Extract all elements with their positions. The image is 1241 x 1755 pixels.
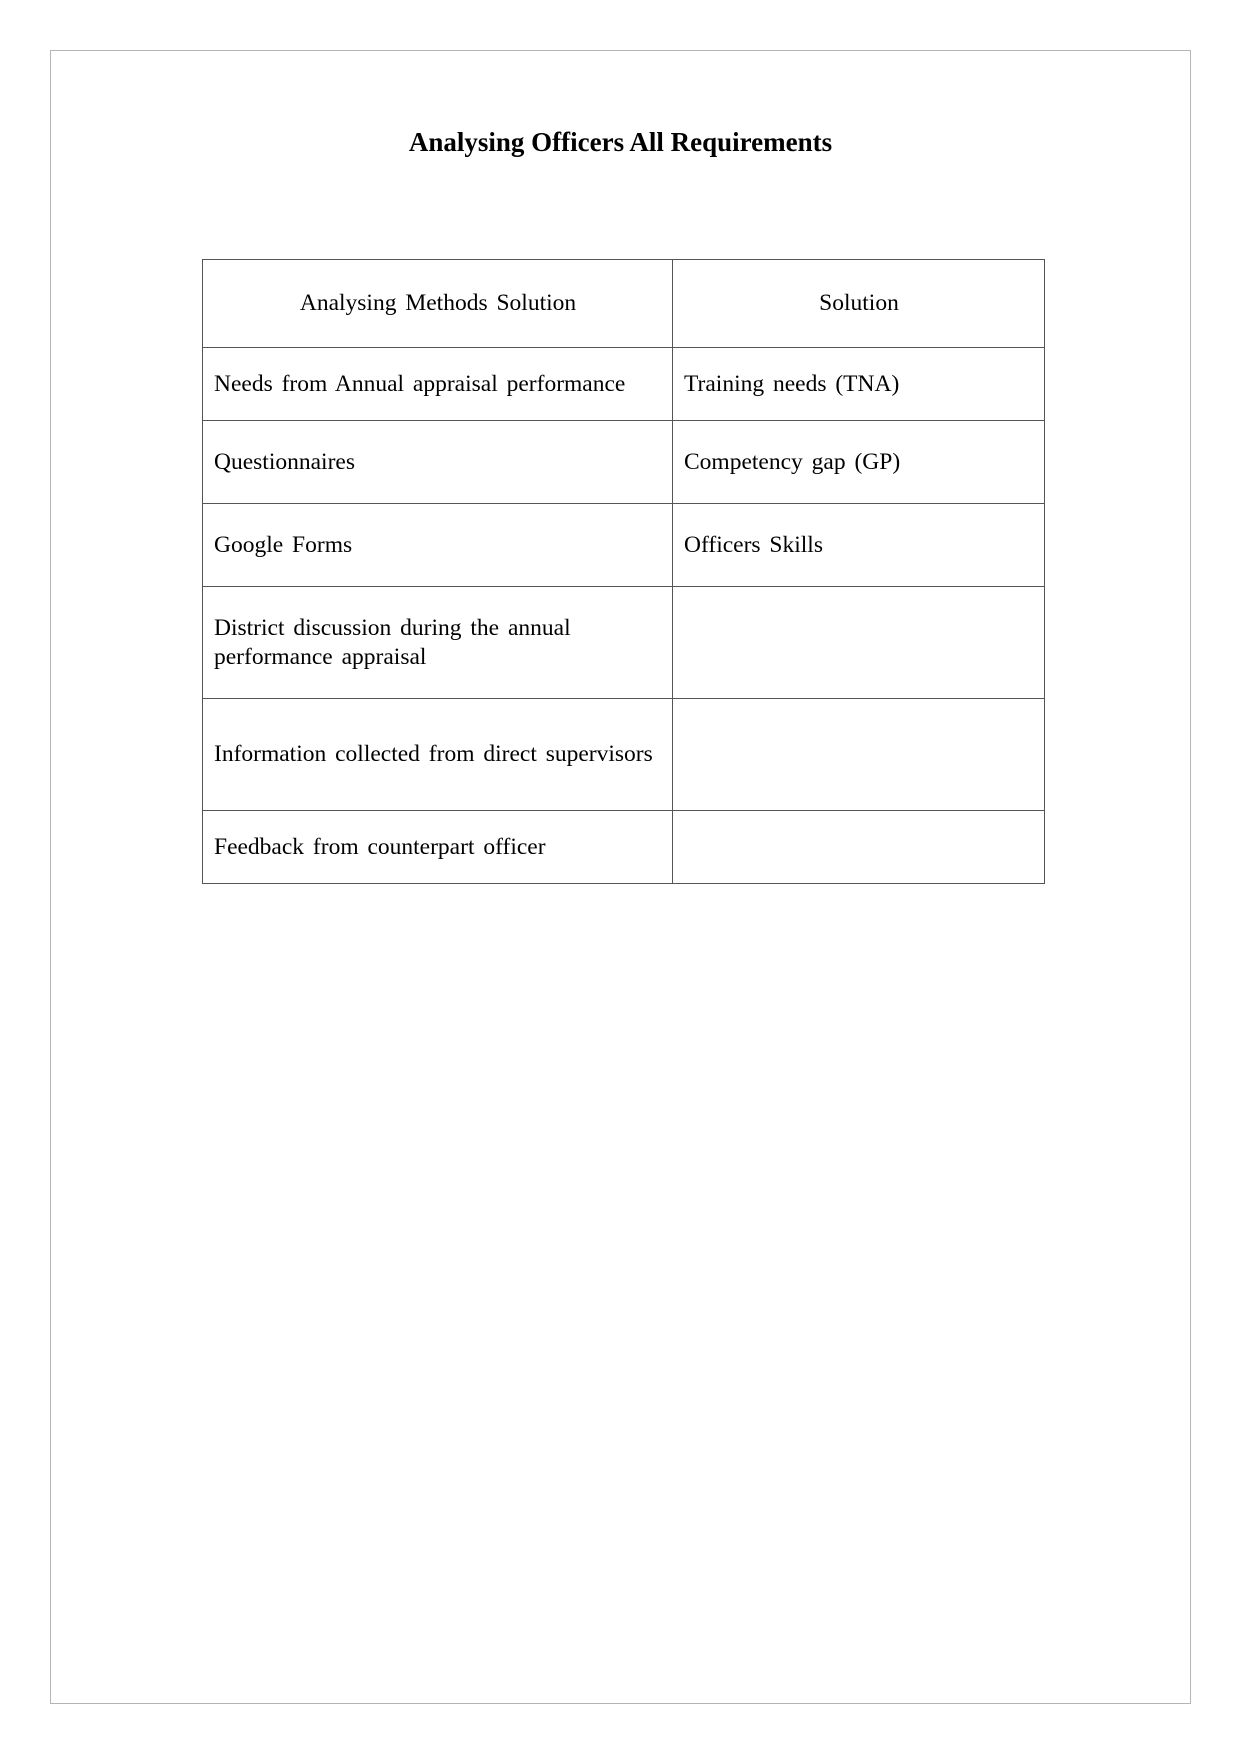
solution-cell bbox=[673, 699, 1045, 811]
method-cell: Google Forms bbox=[203, 504, 673, 587]
solution-cell: Competency gap (GP) bbox=[673, 421, 1045, 504]
header-solution: Solution bbox=[673, 260, 1045, 348]
solution-cell bbox=[673, 811, 1045, 884]
document-title: Analysing Officers All Requirements bbox=[408, 127, 833, 157]
requirements-table bbox=[202, 259, 1045, 884]
method-cell: Information collected from direct supervisors bbox=[203, 699, 673, 811]
method-cell: Needs from Annual appraisal performance bbox=[203, 348, 673, 421]
method-cell: District discussion during the annual performance appraisal bbox=[203, 587, 673, 699]
table-row bbox=[203, 587, 1045, 699]
solution-cell: Training needs (TNA) bbox=[673, 348, 1045, 421]
table-row bbox=[203, 504, 1045, 587]
solution-cell bbox=[673, 587, 1045, 699]
table-row bbox=[203, 421, 1045, 504]
table-row bbox=[203, 811, 1045, 884]
method-cell: Questionnaires bbox=[203, 421, 673, 504]
header-analysing-methods: Analysing Methods Solution bbox=[203, 260, 673, 348]
table-row bbox=[203, 348, 1045, 421]
method-cell: Feedback from counterpart officer bbox=[203, 811, 673, 884]
table-header-row bbox=[203, 260, 1045, 348]
solution-cell: Officers Skills bbox=[673, 504, 1045, 587]
table-row bbox=[203, 699, 1045, 811]
